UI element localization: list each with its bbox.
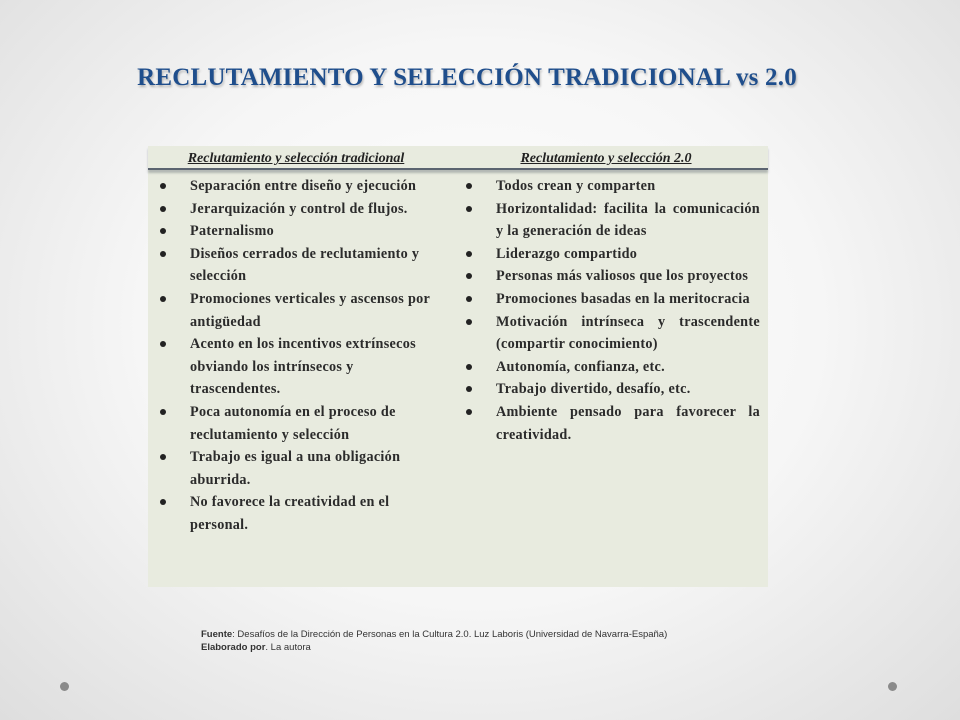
bullet-icon [466,409,472,415]
author-line [201,641,667,654]
modern-item [444,175,768,198]
traditional-item [148,491,444,536]
header-modern: Reclutamiento y selección 2.0 [520,151,692,166]
traditional-item-text: Jerarquización y control de flujos. [190,200,408,217]
modern-item [444,288,768,311]
modern-item-text: Todos crean y comparten [496,178,656,194]
modern-item-text: Liderazgo compartido [496,245,638,262]
modern-item-text: Motivación intrínseca y trascendente (compartir conocimiento) [496,313,760,353]
bullet-icon [466,273,472,279]
bullet-icon [160,409,166,415]
modern-item-text: Horizontalidad: facilita la comunicación y la generación de ideas [496,200,760,240]
modern-item [444,311,768,356]
traditional-item-text: Poca autonomía en el proceso de reclutamiento y selección [190,403,396,443]
bullet-icon [466,319,472,325]
bullet-icon [160,499,166,505]
bullet-icon [160,228,166,234]
modern-item [444,198,768,243]
bullet-icon [160,251,166,257]
traditional-item-text: No favorece la creatividad en el personal. [190,494,390,533]
source-note [201,628,667,654]
modern-item-text: Ambiente pensado para favorecer la creatividad. [496,403,760,443]
traditional-list [148,175,444,537]
modern-list [444,175,768,537]
bullet-icon [466,206,472,212]
bullet-icon [466,251,472,257]
modern-item-text: Trabajo divertido, desafío, etc. [496,381,691,398]
traditional-item [148,333,444,401]
modern-item [444,265,768,288]
modern-item-text: Personas más valiosos que los proyectos [496,268,749,285]
bullet-icon [160,206,166,212]
traditional-item [148,288,444,333]
bullet-icon [160,183,166,189]
source-label: Fuente [201,629,233,640]
traditional-item-text: Separación entre diseño y ejecución [190,178,417,194]
source-line [201,628,667,641]
traditional-item-text: Acento en los incentivos extrínsecos obviando los intrínsecos y trascendentes. [190,336,416,398]
decorative-dot-right [888,682,897,691]
modern-item [444,378,768,401]
bullet-icon [466,183,472,189]
comparison-table [148,146,768,587]
author-text: . La autora [265,642,311,653]
traditional-item-text: Paternalismo [190,223,274,240]
traditional-item [148,401,444,446]
bullet-icon [160,454,166,460]
traditional-item-text: Trabajo es igual a una obligación aburrida. [190,449,401,488]
bullet-icon [160,341,166,347]
modern-item-text: Autonomía, confianza, etc. [496,358,665,375]
bullet-icon [466,296,472,302]
bullet-icon [160,296,166,302]
traditional-item-text: Promociones verticales y ascensos por antigüedad [190,290,430,330]
traditional-item [148,243,444,288]
traditional-item [148,198,444,221]
slide-title: RECLUTAMIENTO Y SELECCIÓN TRADICIONAL vs 2.0 [137,64,797,91]
decorative-dot-left [60,682,69,691]
modern-item [444,401,768,446]
modern-item-text: Promociones basadas en la meritocracia [496,290,750,307]
source-text: : Desafíos de la Dirección de Personas en la Cultura 2.0. Luz Laboris (Universidad de Navarra-España) [232,629,668,640]
traditional-item [148,446,444,491]
traditional-item-text: Diseños cerrados de reclutamiento y selección [190,245,420,285]
table-body [148,170,768,537]
traditional-item [148,220,444,243]
author-label: Elaborado por [201,642,266,653]
modern-item [444,356,768,379]
modern-item [444,243,768,266]
header-traditional: Reclutamiento y selección tradicional [187,151,405,166]
bullet-icon [466,364,472,370]
table-header-row [148,146,768,170]
bullet-icon [466,386,472,392]
traditional-item [148,175,444,198]
